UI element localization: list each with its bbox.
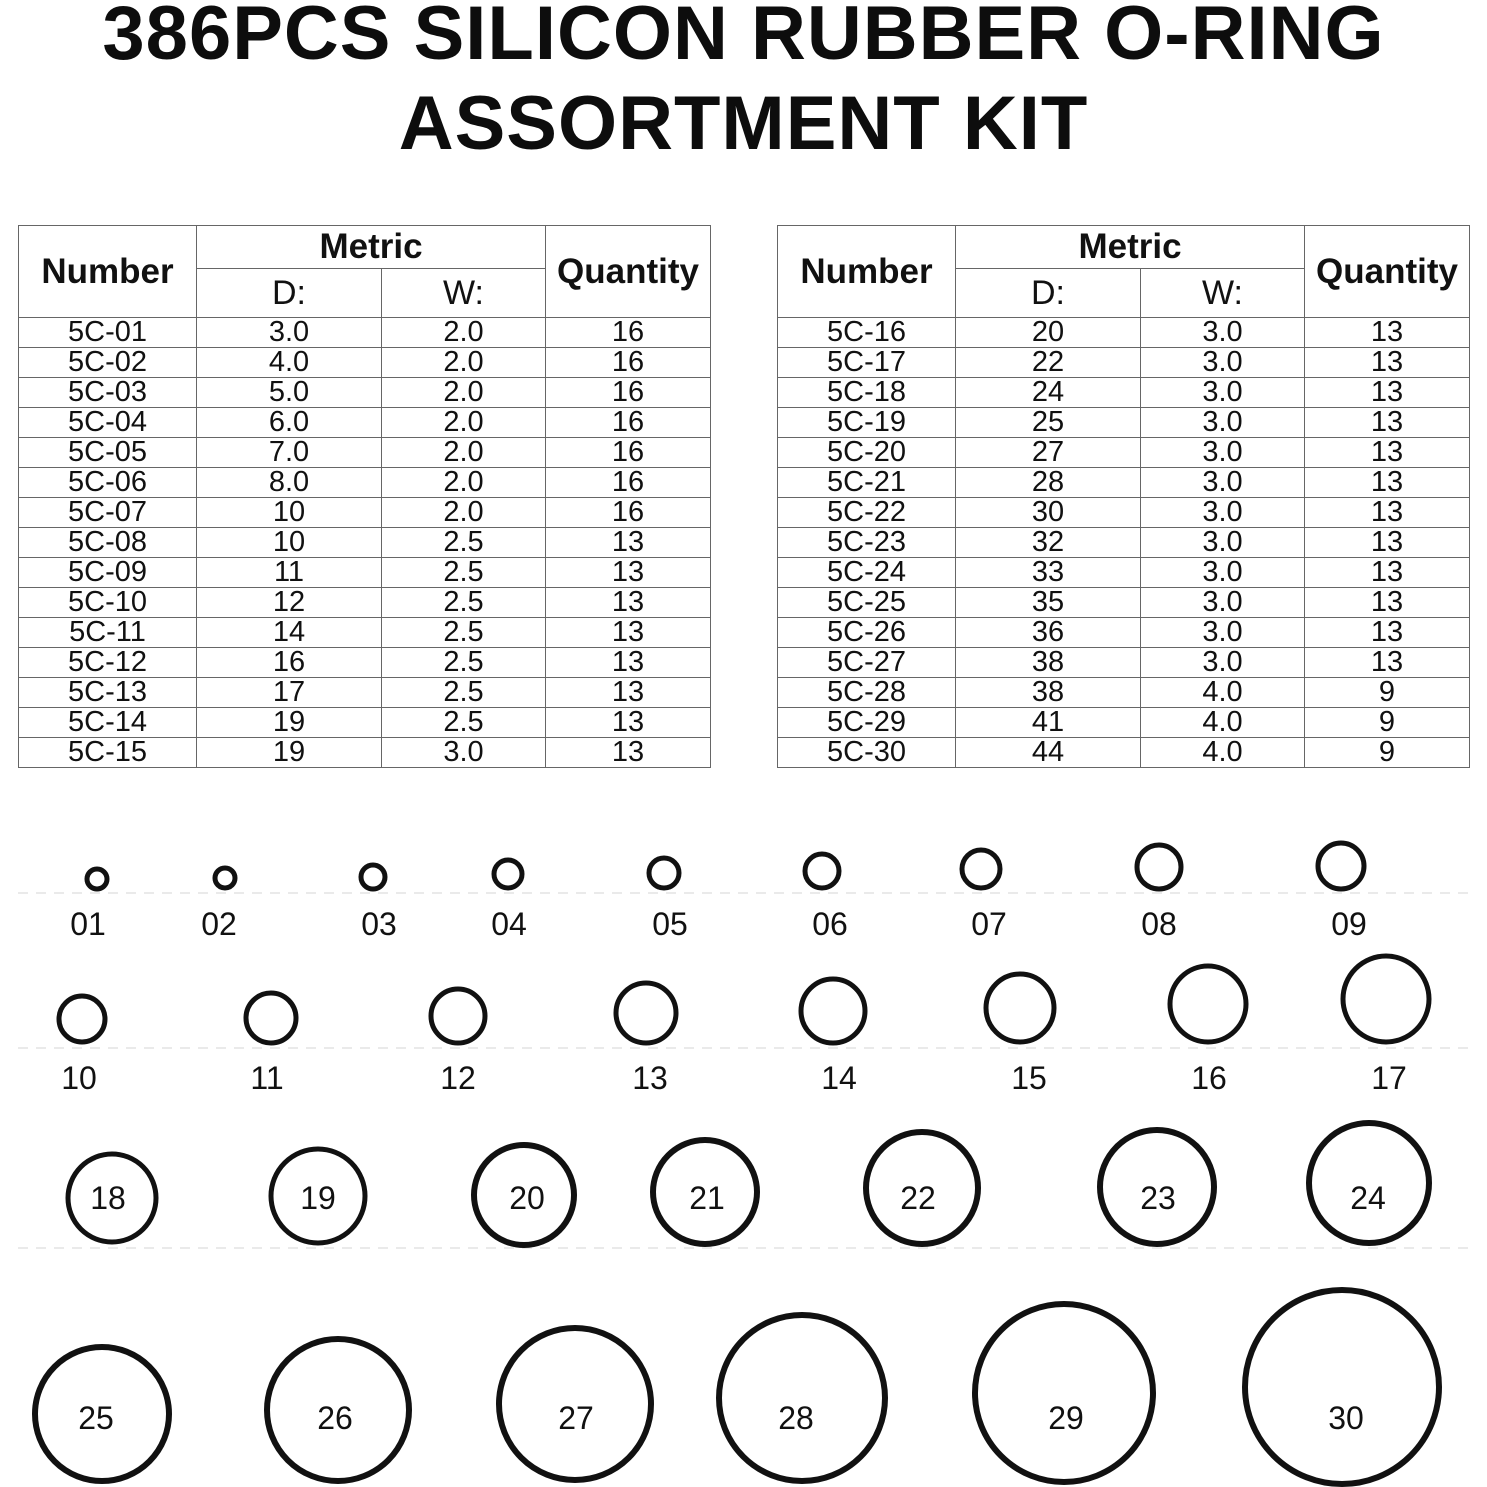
cell-d: 30: [956, 498, 1141, 528]
header-d: D:: [197, 269, 382, 318]
cell-w: 3.0: [1141, 618, 1305, 648]
cell-w: 3.0: [1141, 438, 1305, 468]
cell-w: 3.0: [1141, 468, 1305, 498]
o-ring-label: 27: [558, 1400, 594, 1436]
o-ring-label: 25: [78, 1400, 114, 1436]
cell-d: 10: [197, 498, 382, 528]
cell-quantity: 13: [1305, 408, 1470, 438]
cell-number: 5C-10: [19, 588, 197, 618]
cell-w: 2.0: [382, 438, 546, 468]
o-ring-13: [616, 983, 676, 1043]
cell-w: 4.0: [1141, 708, 1305, 738]
cell-w: 2.0: [382, 348, 546, 378]
cell-number: 5C-06: [19, 468, 197, 498]
cell-number: 5C-16: [778, 318, 956, 348]
o-ring-16: [1170, 966, 1246, 1042]
cell-quantity: 13: [1305, 318, 1470, 348]
cell-w: 2.5: [382, 588, 546, 618]
title-line-1: 386PCS SILICON RUBBER O-RING: [102, 0, 1385, 76]
o-ring-label: 28: [778, 1400, 814, 1436]
o-ring-28: [719, 1315, 885, 1481]
cell-d: 3.0: [197, 318, 382, 348]
cell-quantity: 16: [546, 468, 711, 498]
header-number: Number: [778, 226, 956, 318]
o-ring-10: [59, 996, 105, 1042]
cell-d: 28: [956, 468, 1141, 498]
cell-w: 3.0: [382, 738, 546, 768]
o-ring-label: 22: [900, 1180, 936, 1216]
cell-quantity: 13: [1305, 588, 1470, 618]
cell-number: 5C-08: [19, 528, 197, 558]
cell-d: 4.0: [197, 348, 382, 378]
cell-d: 24: [956, 378, 1141, 408]
cell-d: 19: [197, 708, 382, 738]
cell-number: 5C-30: [778, 738, 956, 768]
cell-number: 5C-21: [778, 468, 956, 498]
cell-d: 19: [197, 738, 382, 768]
o-ring-label: 05: [652, 906, 688, 942]
cell-d: 35: [956, 588, 1141, 618]
cell-number: 5C-26: [778, 618, 956, 648]
o-ring-label: 08: [1141, 906, 1177, 942]
cell-w: 2.0: [382, 498, 546, 528]
cell-w: 2.5: [382, 648, 546, 678]
cell-d: 10: [197, 528, 382, 558]
header-d: D:: [956, 269, 1141, 318]
cell-d: 33: [956, 558, 1141, 588]
o-ring-03: [361, 865, 385, 889]
o-ring-label: 11: [250, 1060, 284, 1096]
cell-d: 12: [197, 588, 382, 618]
cell-number: 5C-09: [19, 558, 197, 588]
cell-w: 3.0: [1141, 408, 1305, 438]
cell-d: 38: [956, 648, 1141, 678]
cell-quantity: 9: [1305, 678, 1470, 708]
o-ring-label: 24: [1350, 1180, 1386, 1216]
o-ring-12: [431, 989, 485, 1043]
cell-quantity: 16: [546, 498, 711, 528]
o-ring-05: [649, 858, 679, 888]
o-ring-01: [87, 869, 107, 889]
cell-number: 5C-02: [19, 348, 197, 378]
cell-number: 5C-13: [19, 678, 197, 708]
cell-d: 38: [956, 678, 1141, 708]
o-ring-label: 29: [1048, 1400, 1084, 1436]
header-quantity: Quantity: [546, 226, 711, 318]
o-ring-label: 14: [821, 1060, 857, 1096]
o-ring-label: 09: [1331, 906, 1367, 942]
cell-quantity: 16: [546, 318, 711, 348]
cell-number: 5C-04: [19, 408, 197, 438]
cell-number: 5C-25: [778, 588, 956, 618]
cell-quantity: 13: [1305, 558, 1470, 588]
cell-number: 5C-03: [19, 378, 197, 408]
o-ring-29: [975, 1304, 1153, 1482]
cell-w: 2.0: [382, 378, 546, 408]
cell-w: 3.0: [1141, 648, 1305, 678]
cell-quantity: 13: [546, 678, 711, 708]
cell-quantity: 13: [1305, 528, 1470, 558]
o-ring-06: [805, 854, 839, 888]
o-ring-label: 02: [201, 906, 237, 942]
cell-quantity: 13: [1305, 648, 1470, 678]
cell-d: 41: [956, 708, 1141, 738]
cell-quantity: 13: [1305, 618, 1470, 648]
cell-d: 27: [956, 438, 1141, 468]
cell-d: 20: [956, 318, 1141, 348]
cell-quantity: 16: [546, 348, 711, 378]
cell-number: 5C-19: [778, 408, 956, 438]
cell-w: 3.0: [1141, 588, 1305, 618]
o-ring-08: [1137, 845, 1181, 889]
cell-number: 5C-29: [778, 708, 956, 738]
o-ring-07: [962, 850, 1000, 888]
o-ring-label: 18: [90, 1180, 126, 1216]
cell-number: 5C-27: [778, 648, 956, 678]
cell-quantity: 13: [1305, 468, 1470, 498]
o-ring-15: [986, 974, 1054, 1042]
cell-quantity: 9: [1305, 708, 1470, 738]
header-number: Number: [19, 226, 197, 318]
cell-number: 5C-12: [19, 648, 197, 678]
cell-quantity: 9: [1305, 738, 1470, 768]
o-ring-label: 15: [1011, 1060, 1047, 1096]
header-quantity: Quantity: [1305, 226, 1470, 318]
cell-number: 5C-15: [19, 738, 197, 768]
cell-quantity: 13: [546, 738, 711, 768]
cell-number: 5C-17: [778, 348, 956, 378]
cell-w: 2.5: [382, 708, 546, 738]
cell-w: 3.0: [1141, 558, 1305, 588]
o-ring-label: 30: [1328, 1400, 1364, 1436]
cell-d: 22: [956, 348, 1141, 378]
cell-w: 3.0: [1141, 378, 1305, 408]
cell-quantity: 13: [546, 618, 711, 648]
o-ring-17: [1343, 956, 1429, 1042]
o-ring-02: [215, 868, 235, 888]
o-ring-30: [1245, 1290, 1439, 1484]
o-ring-09: [1318, 843, 1364, 889]
cell-quantity: 13: [1305, 348, 1470, 378]
cell-number: 5C-28: [778, 678, 956, 708]
o-ring-label: 23: [1140, 1180, 1176, 1216]
cell-number: 5C-07: [19, 498, 197, 528]
cell-w: 2.5: [382, 678, 546, 708]
cell-number: 5C-14: [19, 708, 197, 738]
cell-w: 2.0: [382, 408, 546, 438]
o-ring-label: 04: [491, 906, 527, 942]
cell-d: 5.0: [197, 378, 382, 408]
o-ring-label: 17: [1371, 1060, 1407, 1096]
header-metric: Metric: [956, 226, 1305, 269]
cell-d: 8.0: [197, 468, 382, 498]
cell-quantity: 13: [546, 648, 711, 678]
o-ring-label: 12: [440, 1060, 476, 1096]
o-ring-11: [246, 993, 296, 1043]
cell-w: 2.5: [382, 558, 546, 588]
o-ring-04: [494, 860, 522, 888]
cell-number: 5C-18: [778, 378, 956, 408]
o-ring-label: 20: [509, 1180, 545, 1216]
cell-d: 25: [956, 408, 1141, 438]
cell-w: 4.0: [1141, 738, 1305, 768]
cell-w: 3.0: [1141, 348, 1305, 378]
o-ring-label: 26: [317, 1400, 353, 1436]
cell-w: 2.0: [382, 468, 546, 498]
cell-d: 36: [956, 618, 1141, 648]
cell-w: 3.0: [1141, 498, 1305, 528]
cell-quantity: 13: [546, 558, 711, 588]
cell-d: 16: [197, 648, 382, 678]
cell-w: 2.5: [382, 528, 546, 558]
o-ring-label: 10: [61, 1060, 97, 1096]
cell-d: 14: [197, 618, 382, 648]
cell-quantity: 13: [546, 708, 711, 738]
cell-d: 7.0: [197, 438, 382, 468]
cell-d: 6.0: [197, 408, 382, 438]
cell-quantity: 16: [546, 408, 711, 438]
cell-number: 5C-24: [778, 558, 956, 588]
cell-w: 2.5: [382, 618, 546, 648]
cell-w: 3.0: [1141, 318, 1305, 348]
cell-number: 5C-22: [778, 498, 956, 528]
cell-number: 5C-23: [778, 528, 956, 558]
cell-d: 11: [197, 558, 382, 588]
cell-quantity: 16: [546, 438, 711, 468]
cell-w: 3.0: [1141, 528, 1305, 558]
o-ring-label: 13: [632, 1060, 668, 1096]
title-line-2: ASSORTMENT KIT: [398, 81, 1089, 166]
cell-quantity: 13: [1305, 378, 1470, 408]
cell-number: 5C-01: [19, 318, 197, 348]
cell-quantity: 13: [546, 528, 711, 558]
header-w: W:: [382, 269, 546, 318]
o-ring-label: 06: [812, 906, 848, 942]
o-ring-14: [801, 979, 865, 1043]
header-w: W:: [1141, 269, 1305, 318]
cell-number: 5C-05: [19, 438, 197, 468]
cell-quantity: 16: [546, 378, 711, 408]
cell-d: 17: [197, 678, 382, 708]
cell-number: 5C-20: [778, 438, 956, 468]
cell-d: 32: [956, 528, 1141, 558]
cell-quantity: 13: [546, 588, 711, 618]
cell-quantity: 13: [1305, 438, 1470, 468]
header-metric: Metric: [197, 226, 546, 269]
cell-d: 44: [956, 738, 1141, 768]
o-ring-label: 03: [361, 906, 397, 942]
o-ring-label: 01: [70, 906, 106, 942]
o-ring-label: 07: [971, 906, 1007, 942]
o-ring-label: 21: [689, 1180, 725, 1216]
o-ring-label: 16: [1191, 1060, 1227, 1096]
cell-w: 4.0: [1141, 678, 1305, 708]
o-ring-label: 19: [300, 1180, 336, 1216]
cell-quantity: 13: [1305, 498, 1470, 528]
cell-number: 5C-11: [19, 618, 197, 648]
cell-w: 2.0: [382, 318, 546, 348]
